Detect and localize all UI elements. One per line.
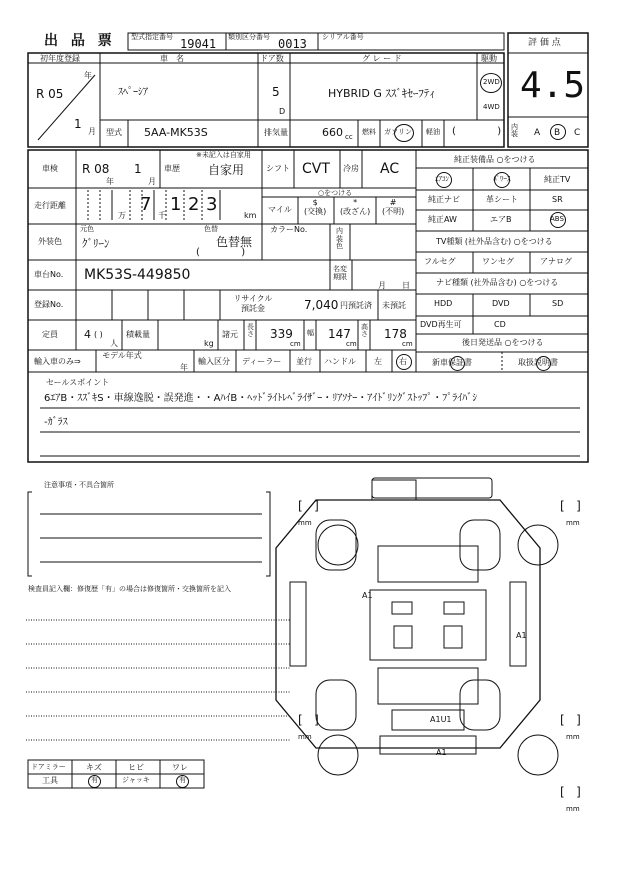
color-value: ｸﾞﾘｰﾝ [82,237,110,250]
sales-line-1: 6ｴｱB・ｽｽﾞｷS・車線逸脱・誤発進・・AﾊｲB・ﾍｯﾄﾞﾗｲﾄﾚﾍﾞﾗｲｻﾞｰ・ﾘｱｿﾅｰ・ｱｲﾄﾞﾘﾝｸﾞｽﾄｯﾌﾟ・ﾌﾟﾗｲﾊﾞｼ [44,393,478,404]
regno-label: 登録No. [34,300,64,309]
bt-jack: ジャッキ [122,776,150,784]
inspection-label: 車検 [42,164,58,173]
equip-abs: ABS [550,215,564,223]
shift-label: シフト [266,164,290,173]
form-title: 出 品 票 [44,33,116,49]
orig-color-label: 元色 [80,225,94,233]
bt-have-2: 有 [179,776,186,784]
load-label: 積載量 [126,330,150,339]
notes-title: 注意事項・不具合箇所 [44,481,114,489]
color-tone-label: 色替 [204,225,218,233]
displacement-label: 排気量 [264,128,288,137]
door-sub: D [279,107,286,116]
tv-oneseg: ワンセグ [482,257,514,266]
later-title: 後日発送品 ○をつける [462,338,544,347]
tire-unit-fl: mm [298,519,312,527]
nav-hdd: HDD [434,299,453,308]
equip-sr: SR [552,195,563,204]
evaluation-score: 4.5 [520,65,586,106]
grade-value: HYBRID G ｽｽﾞｷｾｰﾌﾃｨ [328,87,435,100]
drive-4wd: 4WD [483,103,500,111]
inspection-value: R 08 [82,162,110,176]
person-unit: 人 [110,339,118,348]
wid-cm: cm [346,340,357,348]
handle-label: ハンドル [324,357,356,366]
recycle-value: 7,040 [304,298,339,312]
equip-aw: 純正AW [428,215,457,224]
recycle-label: リサイクル預託金 [233,294,273,313]
category: 0013 [278,37,307,51]
displacement-value: 660 [322,126,343,139]
handle-right: 右 [399,357,407,366]
capacity-value: 4 [84,328,91,341]
import-label: 輸入車のみ⇒ [34,357,81,366]
interior-label: 内装 [511,123,518,138]
tire-bracket-fr: [ ] [560,499,581,513]
mileage-digit-2: 1 [170,194,182,215]
equip-navi: 純正ナビ [428,195,460,204]
damage-mark-2: A1 [516,631,527,640]
chassis-label: 車台No. [34,270,64,279]
check-note: ○をつける [318,189,353,197]
tv-fullseg: フルセグ [424,257,456,266]
later-warranty: 新車保証書 [432,358,472,367]
tire-unit-rl: mm [298,733,312,741]
name-change-label: 名変期限 [333,265,347,282]
capacity-label: 定員 [42,330,58,339]
width-value: 147 [328,327,351,341]
equip-airbag: エアB [490,215,512,224]
hgt-label: 高さ [361,323,368,338]
recycle-unpaid: 未預託 [382,301,406,310]
nav-title: ナビ種類 (社外品含む) ○をつける [436,278,559,287]
chassis-value: MK53S-449850 [84,267,191,283]
color-no-label: カラーNo. [270,225,308,234]
swap-option: $ (交換) [304,198,327,216]
color-change-value: 色替無 [216,235,253,249]
wid-label: 幅 [307,329,314,337]
serial-label: シリアル番号 [322,33,364,41]
import-dealer: ディーラー [242,357,282,366]
damage-mark-4: A1 [436,748,447,757]
history-label: 車歴 [164,164,180,173]
ins-month-unit: 月 [148,177,156,186]
interior-c: C [574,128,581,138]
category-label: 類別区分番号 [228,33,270,41]
type-designation: 19041 [180,37,217,51]
interior-a: A [534,128,541,138]
model-value: 5AA-MK53S [144,126,208,139]
year-unit: 年 [84,71,92,80]
fuel-diesel: 軽油 [426,128,440,136]
color-paren: ( ) [196,247,246,258]
recycle-unit: 円預託済 [340,301,372,310]
bt-ware: ワレ [172,763,188,772]
bt-mirror: ドアミラー [31,763,66,771]
first-reg-month: 1 [74,117,82,131]
tire-bracket-fl: [ ] [298,499,319,513]
capacity-paren: ( ) [94,330,103,339]
model-label: 型式 [106,128,122,137]
fuel-gasoline: ガソリン [384,128,412,136]
man-unit: 万 [118,211,126,220]
shift-value: CVT [302,161,330,177]
equip-leather: 革シート [486,195,518,204]
door-count: 5 [272,85,280,99]
drive-2wd: 2WD [483,78,500,86]
exterior-label: 外装色 [38,237,62,246]
first-reg-label: 初年度登録 [40,54,80,63]
mileage-label: 走行距離 [34,201,66,210]
nc-month: 月 [378,281,386,290]
tire-bracket-rl: [ ] [298,713,319,727]
sen-unit: 千 [158,211,166,220]
type-designation-label: 型式指定番号 [131,33,173,41]
sales-label: セールスポイント [46,378,110,387]
nav-dvd: DVD [492,299,510,308]
tire-unit-fr: mm [566,519,580,527]
car-name: ｽﾍﾟｰｼｱ [118,87,148,98]
ins-month: 1 [134,162,142,176]
damage-mark-1: A1 [362,591,373,600]
tire-unit-rr: mm [566,733,580,741]
fuel-label: 燃料 [362,128,376,136]
cc-unit: cc [345,133,353,141]
bt-tools: 工具 [42,776,58,785]
bt-hibi: ヒビ [128,763,144,772]
sales-line-2: -ｶﾞﾗｽ [44,417,68,428]
history-value: 自家用 [208,163,245,177]
aircon-value: AC [380,161,400,177]
mileage-digit-1: 7 [140,194,152,215]
model-year-label: モデル年式 [102,351,142,360]
nav-sd: SD [552,299,564,308]
tire-bracket-spare: [ ] [560,785,581,799]
kg-unit: kg [204,339,214,348]
history-note: ※未記入は自家用 [196,151,251,159]
tire-unit-spare: mm [566,805,580,813]
grade-eval-label: 評 価 点 [528,38,561,48]
cd-label: CD [494,320,506,329]
import-parallel: 並行 [296,357,312,366]
doors-label: ドア数 [260,54,284,63]
model-year-unit: 年 [180,363,188,372]
equip-powersteer: ﾊﾟﾜｰｽ [493,175,511,183]
km-unit: km [244,211,257,220]
handle-left: 左 [374,357,382,366]
drive-label: 駆動 [481,54,497,63]
bt-kizu: キズ [86,763,102,772]
aircon-label: 冷房 [343,164,359,173]
ins-year-unit: 年 [106,177,114,186]
month-unit: 月 [88,127,96,136]
hgt-cm: cm [402,340,413,348]
interior-b: B [554,128,561,138]
tire-bracket-rr: [ ] [560,713,581,727]
bt-have-1: 有 [91,776,98,784]
height-value: 178 [384,327,407,341]
tamper-option: * (改ざん) [340,198,371,216]
dim-label: 諸元 [222,330,238,339]
int-color-label: 内装色 [336,227,343,251]
damage-mark-3: A1U1 [430,715,452,724]
equip-aircon: ｴｱｺﾝ [435,175,449,183]
mileage-digit-3: 2 [188,194,200,215]
equip-title: 純正装備品 ○をつける [454,155,536,164]
length-value: 339 [270,327,293,341]
dvd-label: DVD再生可 [420,320,462,329]
fuel-paren: ( ) [452,126,502,137]
inspector-note: 検査員記入欄：修復歴「有」の場合は修復箇所・交換箇所を記入 [28,585,231,593]
len-label: 長さ [247,323,254,338]
mileage-digit-4: 3 [206,194,218,215]
equip-tv: 純正TV [544,175,571,184]
maker-label: 車 名 [160,54,184,63]
tv-title: TV種類 (社外品含む) ○をつける [436,237,553,246]
tv-analog: アナログ [540,257,572,266]
nc-day: 日 [402,281,410,290]
later-manual: 取扱説明書 [518,358,558,367]
unknown-option: # (不明) [382,198,405,216]
import-cat-label: 輸入区分 [198,357,230,366]
mile-option: マイル [268,205,292,214]
grade-label: グ レ ー ド [362,54,402,63]
len-cm: cm [290,340,301,348]
first-reg-era: R 05 [36,87,64,101]
